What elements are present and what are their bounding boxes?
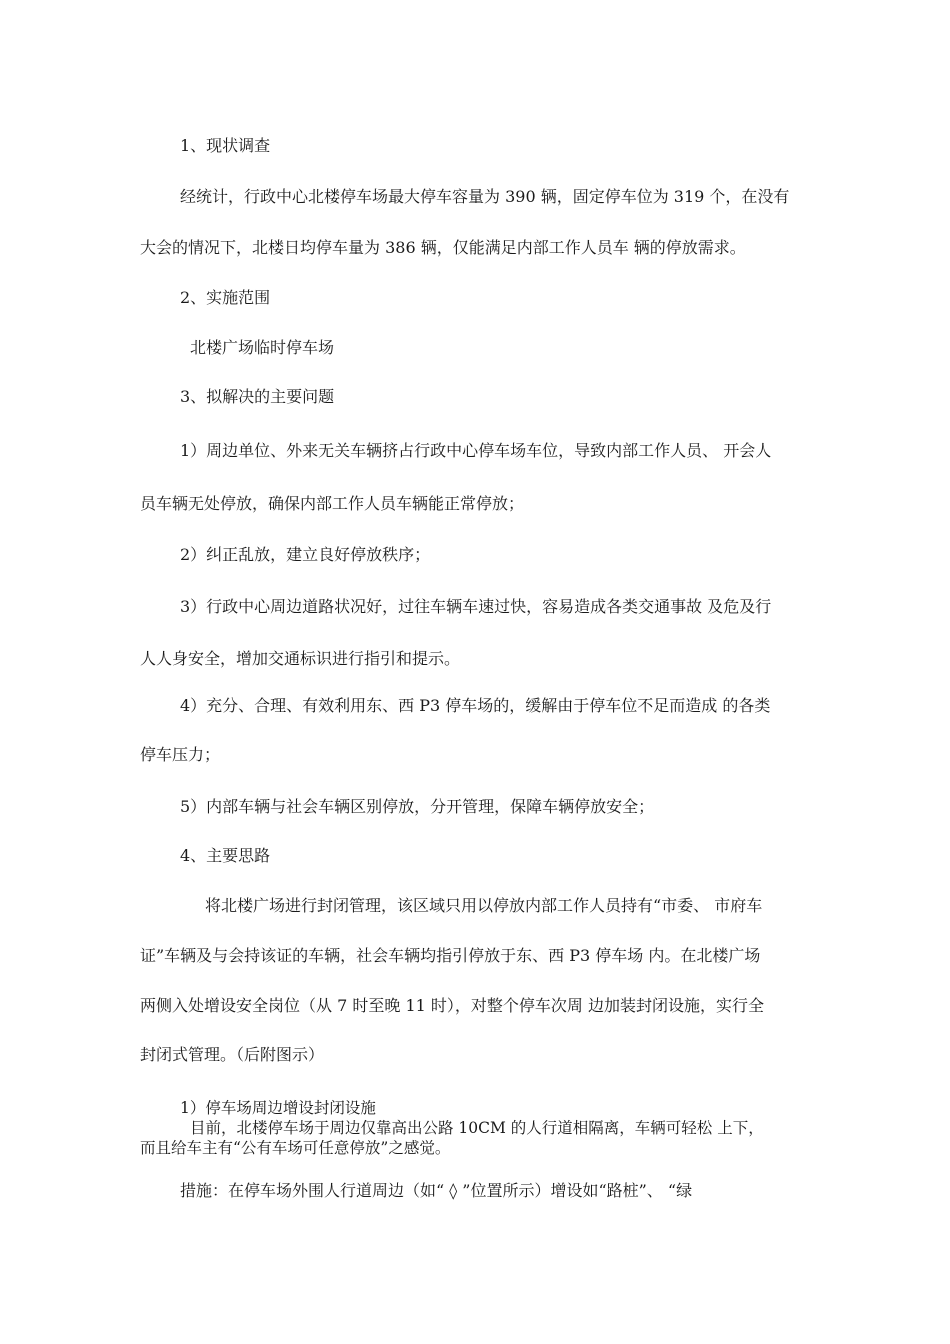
subsection-title: 1）停车场周边增设封闭设施 (180, 1099, 376, 1117)
issue-item: 3）行政中心周边道路状况好，过往车辆车速过快，容易造成各类交通事故 及危及行 (180, 597, 772, 616)
idea-line: 两侧入处增设安全岗位（从 7 时至晚 11 时），对整个停车次周 边加装封闭设施，实行全 (140, 996, 764, 1015)
paragraph-line: 大会的情况下，北楼日均停车量为 386 辆，仅能满足内部工作人员车 辆的停放需求。 (140, 238, 746, 257)
measure-line: 措施：在停车场外围人行道周边（如“ ◊ ”位置所示）增设如“路桩”、 “绿 (180, 1181, 693, 1200)
scope-text: 北楼广场临时停车场 (190, 338, 335, 357)
issue-item-cont: 人人身安全，增加交通标识进行指引和提示。 (140, 649, 461, 668)
issue-item: 4）充分、合理、有效利用东、西 P3 停车场的，缓解由于停车位不足而造成 的各类 (180, 696, 771, 715)
heading-issues: 3、拟解决的主要问题 (180, 387, 335, 406)
issue-item-cont: 停车压力； (140, 745, 221, 764)
idea-line: 封闭式管理。（后附图示） (140, 1045, 325, 1064)
issue-item: 5）内部车辆与社会车辆区别停放，分开管理，保障车辆停放安全； (180, 797, 655, 816)
subsection-line: 而且给车主有“公有车场可任意停放”之感觉。 (140, 1139, 451, 1157)
heading-main-idea: 4、主要思路 (180, 846, 271, 865)
subsection-line: 目前，北楼停车场于周边仅靠高出公路 10CM 的人行道相隔离，车辆可轻松 上下， (190, 1119, 764, 1137)
paragraph-line: 经统计，行政中心北楼停车场最大停车容量为 390 辆，固定停车位为 319 个，在没有 (180, 187, 790, 206)
issue-item: 1）周边单位、外来无关车辆挤占行政中心停车场车位，导致内部工作人员、 开会人 (180, 441, 772, 460)
idea-line: 证”车辆及与会持该证的车辆，社会车辆均指引停放于东、西 P3 停车场 内。在北楼广场 (140, 946, 761, 965)
idea-line: 将北楼广场进行封闭管理，该区域只用以停放内部工作人员持有“市委、 市府车 (205, 896, 763, 915)
issue-item: 2）纠正乱放，建立良好停放秩序； (180, 545, 431, 564)
heading-status-survey: 1、现状调查 (180, 136, 271, 155)
heading-scope: 2、实施范围 (180, 288, 271, 307)
issue-item-cont: 员车辆无处停放，确保内部工作人员车辆能正常停放； (140, 494, 525, 513)
